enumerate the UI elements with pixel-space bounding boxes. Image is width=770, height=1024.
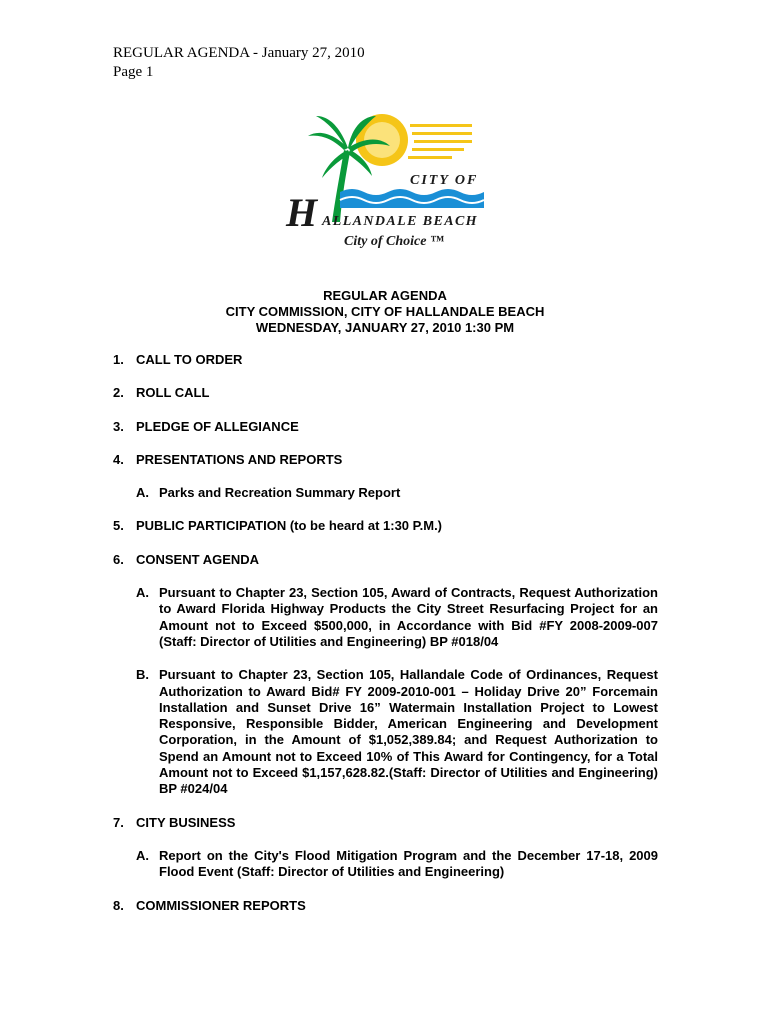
agenda-subitem [136,848,658,881]
item-label: CONSENT AGENDA [136,551,260,567]
agenda-item [113,352,658,368]
commission-name: CITY COMMISSION, CITY OF HALLANDALE BEACH [225,304,545,319]
item-label: CITY BUSINESS [136,814,236,830]
item-number: 3. [113,418,124,434]
subitem-text: Pursuant to Chapter 23, Section 105, Award of Contracts, Request Authorization to Award Florida Highway Products the City Street Resurfacing Project for an Amount not to Exceed $500,000, in Accordance with Bid #FY 2008-2009-007 (Staff: Director of Utilities and Engineering) BP #018/04 [159,585,658,649]
palm-sun-logo-icon [282,104,492,254]
item-label: PRESENTATIONS AND REPORTS [136,451,343,467]
agenda-item [113,385,658,401]
city-logo [282,104,492,254]
running-header [113,44,365,82]
subitem-text: Report on the City's Flood Mitigation Program and the December 17-18, 2009 Flood Event (Staff: Director of Utilities and Engineering) [159,847,658,880]
item-label: PUBLIC PARTICIPATION (to be heard at 1:30 P.M.) [136,518,443,534]
agenda-subitem [136,667,658,797]
subitem-text: Parks and Recreation Summary Report [159,485,401,501]
item-number: 2. [113,385,124,401]
agenda-list [113,352,658,931]
svg-text:ALLANDALE BEACH: ALLANDALE BEACH [322,214,478,229]
item-number: 7. [113,814,124,830]
item-number: 4. [113,451,124,467]
agenda-subitem [136,485,658,501]
subitem-letter: A. [136,485,149,501]
item-label: CALL TO ORDER [136,352,243,367]
svg-text:CITY OF: CITY OF [410,173,479,188]
svg-text:H: H [286,190,318,235]
agenda-subitem [136,585,658,650]
subitem-letter: B. [136,667,149,683]
agenda-item [113,452,658,502]
agenda-item [113,815,658,881]
item-number: 1. [113,352,124,367]
subitem-letter: A. [136,585,149,601]
page-number: Page 1 [113,64,154,80]
subitem-text: Pursuant to Chapter 23, Section 105, Hallandale Code of Ordinances, Request Authorization to Award Bid# FY 2009-2010-001 – Holiday Drive 20” Forcemain Installation and Sunset Drive 16” Watermain Installation Project to Lowest Responsive, Responsible Bidder, American Engineering and Development Corporation, in the Amount of $1,052,389.84; and Request Authorization to Spend an Amount not to Exceed 10% of This Award for Contingency, for a Total Amount not to Exceed $1,157,628.82.(Staff: Director of Utilities and Engineering) BP #024/04 [159,667,658,797]
meeting-date: WEDNESDAY, JANUARY 27, 2010 1:30 PM [255,320,515,335]
agenda-item [113,518,658,534]
agenda-item [113,898,658,914]
agenda-title: REGULAR AGENDA [323,288,447,303]
agenda-title-block [0,288,770,336]
item-label: PLEDGE OF ALLEGIANCE [136,418,299,434]
agenda-item [113,552,658,798]
item-number: 8. [113,897,124,913]
item-number: 6. [113,551,124,567]
item-label: ROLL CALL [136,385,210,401]
agenda-item [113,419,658,435]
header-title: REGULAR AGENDA - January 27, 2010 [113,45,365,61]
subitem-letter: A. [136,847,149,863]
item-label: COMMISSIONER REPORTS [136,897,306,913]
svg-text:City of Choice ™: City of Choice ™ [344,234,444,249]
item-number: 5. [113,518,124,534]
